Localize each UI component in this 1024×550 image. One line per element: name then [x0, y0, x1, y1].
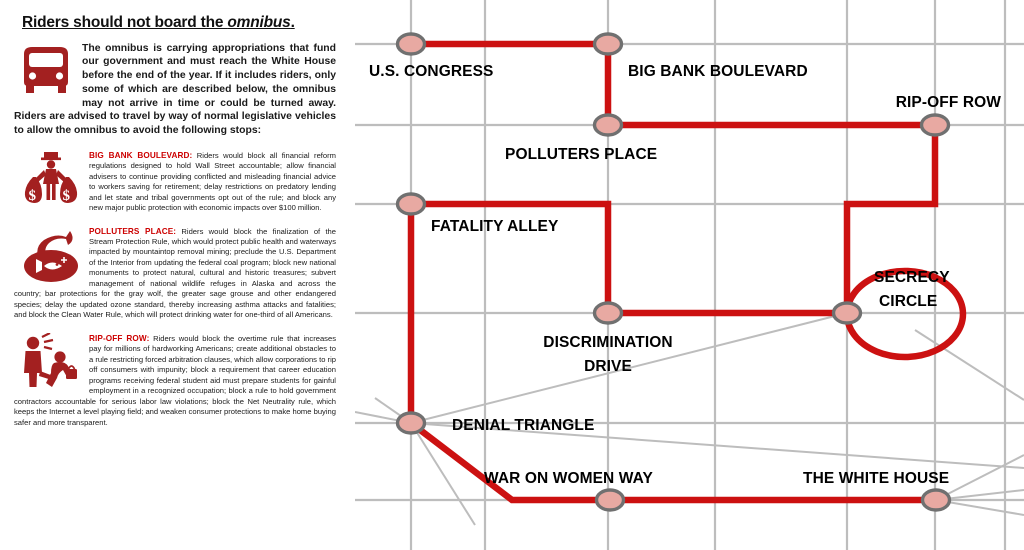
station-marker-big-bank-blvd[interactable] [595, 34, 622, 54]
station-label-discrimination-2: DRIVE [584, 358, 632, 375]
station-marker-denial-triangle[interactable] [398, 413, 425, 433]
station-label-secrecy-circle-1: SECRECY [874, 269, 950, 286]
left-text-panel [0, 0, 350, 550]
station-label-the-white-house: THE WHITE HOUSE [803, 470, 950, 487]
section-title-big-bank-boulevard: BIG BANK BOULEVARD: [89, 150, 193, 160]
intro-paragraph [14, 42, 336, 138]
station-label-big-bank-blvd: BIG BANK BOULEVARD [628, 63, 808, 80]
station-marker-discrimination-1[interactable] [595, 303, 622, 323]
diagonal-road [915, 330, 1024, 400]
purse-snatcher-icon [16, 333, 82, 389]
svg-text:$: $ [62, 187, 70, 204]
section-big-bank-boulevard [14, 150, 336, 214]
station-marker-polluters-place[interactable] [595, 115, 622, 135]
section-title-rip-off-row: RIP-OFF ROW: [89, 333, 150, 343]
station-label-war-on-women-way: WAR ON WOMEN WAY [484, 470, 653, 487]
station-marker-rip-off-row[interactable] [922, 115, 949, 135]
station-label-secrecy-circle-2: CIRCLE [879, 293, 938, 310]
station-label-discrimination-1: DISCRIMINATION [543, 334, 673, 351]
station-label-denial-triangle: DENIAL TRIANGLE [452, 417, 595, 434]
station-marker-secrecy-circle-1[interactable] [834, 303, 861, 323]
station-label-fatality-alley: FATALITY ALLEY [431, 218, 559, 235]
bus-icon [18, 44, 74, 96]
svg-text:$: $ [28, 187, 36, 204]
section-polluters-place [14, 226, 336, 321]
map-stations [398, 34, 950, 510]
diagonal-road [411, 423, 475, 525]
page-title-italic: omnibus [227, 14, 291, 31]
station-label-us-congress: U.S. CONGRESS [369, 63, 494, 80]
section-body-polluters-place: Riders would block the finalization of the Stream Protection Rule, which would protect public health and waterways impacted by mountaintop removal mining; preclude the U.S. Department of the Interior from updating the federal coal program; block new national monuments to protect natural, cultural and historic treasures; subvert management of national wildlife refuges in Alaska and across the country; bar protections for the gray wolf, the greater sage grouse and other endangered species; delay the updated ozone standard, thereby increasing asthma attacks and fatalities; and block the Clean Water Rule, which will protect drinking water for one-third of all Americans. [14, 226, 337, 320]
section-rip-off-row [14, 333, 336, 428]
subway-map-panel [355, 0, 1024, 550]
money-bags-banker-icon [20, 150, 82, 208]
station-marker-the-white-house[interactable] [923, 490, 950, 510]
station-marker-fatality-alley[interactable] [398, 194, 425, 214]
intro-text: The omnibus is carrying appropriations that fund our government and must reach the White House before the end of the year. If it includes riders, only some of which are described below, the omnibus may not arrive in time or could be turned away. Riders are advised to travel by way of normal legislative vehicles to allow the omnibus to avoid the following stops: [14, 42, 336, 136]
page-title [22, 14, 336, 33]
omnibus-route-map [355, 0, 1024, 550]
section-body-rip-off-row: Riders would block the overtime rule that increases pay for millions of hardworking Americans; create additional obstacles to a rule restricting forced arbitration clauses, which allow corporations to rip off consumers with impunity; block a requirement that career education programs receiving federal student aid must prepare students for gainful employment in a recognized occupation; block a rule to hold government contractors accountable for serious labor law violations; block the Net Neutrality rule, which keeps the Internet a level playing field; and weaken consumer protections to make home buying safer and more transparent. [14, 333, 336, 427]
page-title-prefix: Riders should not board the [22, 14, 228, 31]
station-label-polluters-place: POLLUTERS PLACE [505, 146, 658, 163]
section-body-big-bank-boulevard: Riders would block all financial reform regulations designed to hold Wall Street accountable; allow financial advisers to continue providing conflicted and misleading financial advice to workers saving for retirement; delay restrictions on predatory lending and let state and tribal governments opt out of the rule; and block any new major public protection with economic impacts over $100 million. [89, 150, 336, 213]
polluted-water-fish-icon [20, 226, 82, 284]
page-title-suffix: . [290, 14, 295, 31]
station-label-rip-off-row: RIP-OFF ROW [895, 94, 1001, 111]
station-marker-war-on-women-way[interactable] [597, 490, 624, 510]
station-marker-us-congress[interactable] [398, 34, 425, 54]
section-title-polluters-place: POLLUTERS PLACE: [89, 226, 177, 236]
